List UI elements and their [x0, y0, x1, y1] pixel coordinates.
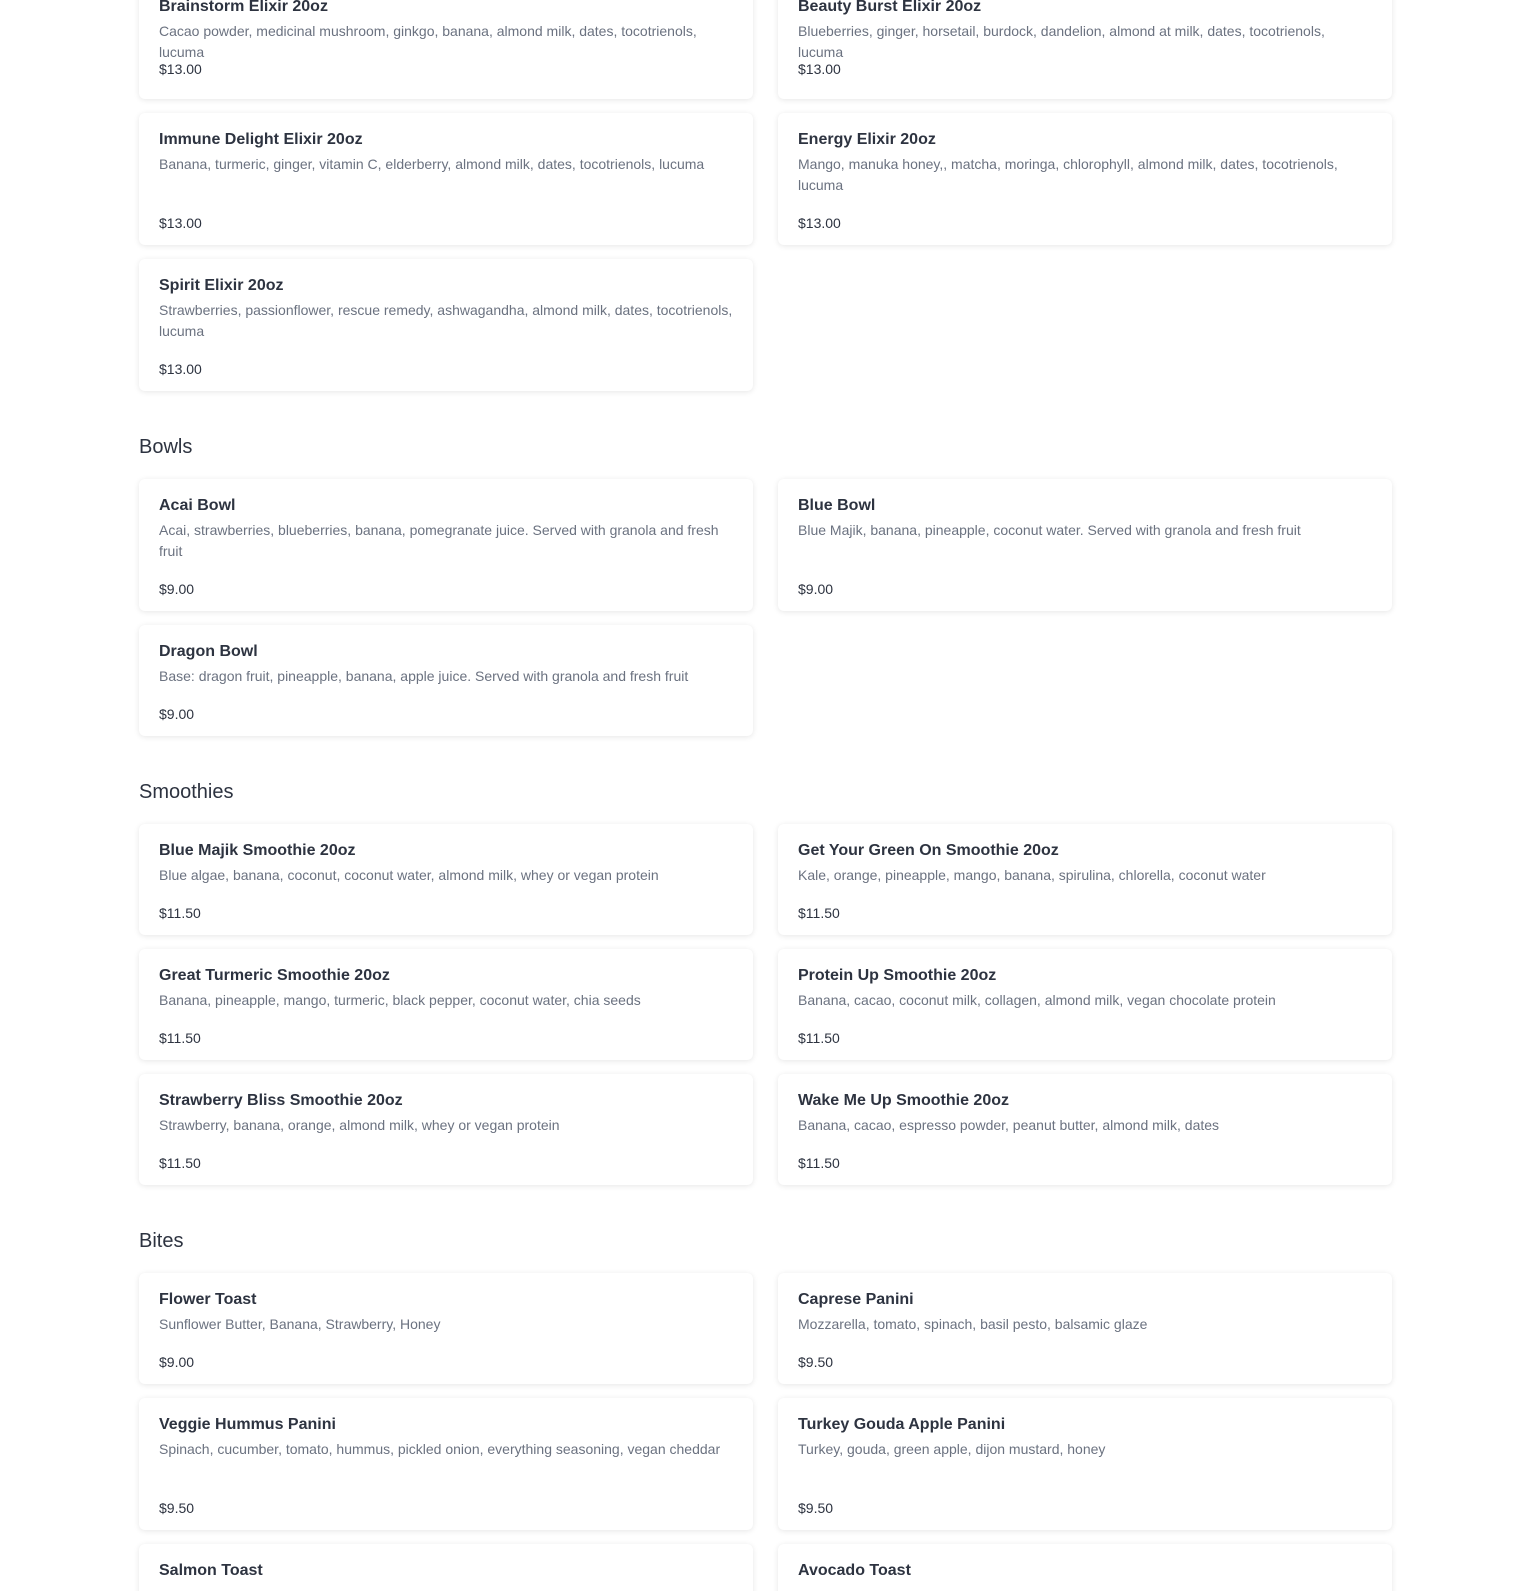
menu-item-name: Great Turmeric Smoothie 20oz	[159, 967, 390, 984]
menu-item-name: Strawberry Bliss Smoothie 20oz	[159, 1092, 403, 1109]
menu-item-name: Caprese Panini	[798, 1291, 914, 1308]
menu-item-name: Energy Elixir 20oz	[798, 131, 936, 148]
menu-item-description: Banana, cacao, espresso powder, peanut butter, almond milk, dates	[798, 1117, 1220, 1133]
menu-item-price: $13.00	[159, 361, 202, 377]
section-title-bowls: Bowls	[139, 436, 193, 458]
menu-item-name: Protein Up Smoothie 20oz	[798, 967, 997, 984]
menu-item-card-acai-bowl[interactable]	[139, 479, 753, 611]
menu-item-price: $9.50	[798, 1500, 834, 1516]
menu-item-card-energy-elixir-20oz[interactable]	[778, 113, 1392, 245]
menu-item-card-turkey-gouda-apple-panini[interactable]	[778, 1398, 1392, 1530]
menu-item-description: Blue Majik, banana, pineapple, coconut water. Served with granola and fresh fruit	[798, 522, 1301, 538]
menu-item-description: Kale, orange, pineapple, mango, banana, spirulina, chlorella, coconut water	[798, 867, 1266, 883]
menu-item-card-immune-delight-elixir-20oz[interactable]	[139, 113, 753, 245]
menu-item-price: $13.00	[798, 215, 841, 231]
menu-item-name: Get Your Green On Smoothie 20oz	[798, 842, 1059, 859]
menu-item-price: $9.50	[798, 1354, 834, 1370]
section-title-bites: Bites	[139, 1230, 184, 1252]
menu-item-description: Mango, manuka honey,, matcha, moringa, chlorophyll, almond milk, dates, tocotrienols, lucuma	[798, 156, 1338, 193]
menu-item-name: Veggie Hummus Panini	[159, 1416, 336, 1433]
menu-item-price: $11.50	[798, 1155, 840, 1171]
menu-item-card-strawberry-bliss-smoothie-20oz[interactable]	[139, 1074, 753, 1185]
menu-item-price: $13.00	[798, 61, 841, 77]
menu-item-card-salmon-toast[interactable]	[139, 1544, 753, 1591]
menu-item-name: Blue Bowl	[798, 497, 876, 514]
menu-item-price: $9.50	[159, 1500, 195, 1516]
menu-item-name: Wake Me Up Smoothie 20oz	[798, 1092, 1009, 1109]
menu-item-description: Blueberries, ginger, horsetail, burdock, dandelion, almond at milk, dates, tocotrienols, lucuma	[798, 23, 1325, 60]
menu-item-name: Flower Toast	[159, 1291, 257, 1308]
menu-item-description: Base: dragon fruit, pineapple, banana, apple juice. Served with granola and fresh fruit	[159, 668, 689, 684]
menu-item-description: Strawberries, passionflower, rescue remedy, ashwagandha, almond milk, dates, tocotrienols, lucuma	[159, 302, 733, 339]
menu-item-price: $11.50	[798, 1030, 840, 1046]
menu-item-card-blue-majik-smoothie-20oz[interactable]	[139, 824, 753, 935]
menu-item-price: $11.50	[159, 905, 201, 921]
menu-item-name: Salmon Toast	[159, 1562, 263, 1579]
menu-item-name: Blue Majik Smoothie 20oz	[159, 842, 356, 859]
menu-item-description: Mozzarella, tomato, spinach, basil pesto, balsamic glaze	[798, 1316, 1148, 1332]
menu-item-name: Dragon Bowl	[159, 643, 258, 660]
menu-item-name: Immune Delight Elixir 20oz	[159, 131, 363, 148]
menu-item-description: Banana, pineapple, mango, turmeric, black pepper, coconut water, chia seeds	[159, 992, 641, 1008]
menu-item-description: Banana, turmeric, ginger, vitamin C, elderberry, almond milk, dates, tocotrienols, lucuma	[159, 156, 705, 172]
menu-item-name: Beauty Burst Elixir 20oz	[798, 0, 982, 15]
menu-item-price: $11.50	[159, 1155, 201, 1171]
menu-item-price: $11.50	[798, 905, 840, 921]
menu-item-price: $11.50	[159, 1030, 201, 1046]
menu-item-description: Spinach, cucumber, tomato, hummus, pickled onion, everything seasoning, vegan cheddar	[159, 1441, 721, 1457]
menu-item-card-get-your-green-on-smoothie-20oz[interactable]	[778, 824, 1392, 935]
menu-item-card-beauty-burst-elixir-20oz[interactable]	[778, 0, 1392, 99]
menu-item-description: Blue algae, banana, coconut, coconut water, almond milk, whey or vegan protein	[159, 867, 659, 883]
menu-item-name: Spirit Elixir 20oz	[159, 277, 284, 294]
menu-item-card-great-turmeric-smoothie-20oz[interactable]	[139, 949, 753, 1060]
menu-item-card-caprese-panini[interactable]	[778, 1273, 1392, 1384]
menu-item-price: $9.00	[798, 581, 834, 597]
menu-item-card-dragon-bowl[interactable]	[139, 625, 753, 736]
menu-item-card-protein-up-smoothie-20oz[interactable]	[778, 949, 1392, 1060]
menu-item-description: Cacao powder, medicinal mushroom, ginkgo, banana, almond milk, dates, tocotrienols, lucuma	[159, 23, 697, 60]
menu-item-card-veggie-hummus-panini[interactable]	[139, 1398, 753, 1530]
menu-item-name: Avocado Toast	[798, 1562, 911, 1579]
menu-item-name: Acai Bowl	[159, 497, 236, 514]
menu-item-price: $13.00	[159, 215, 202, 231]
menu-item-description: Turkey, gouda, green apple, dijon mustard, honey	[798, 1441, 1106, 1457]
menu-item-card-wake-me-up-smoothie-20oz[interactable]	[778, 1074, 1392, 1185]
menu-item-price: $9.00	[159, 581, 195, 597]
menu-item-description: Sunflower Butter, Banana, Strawberry, Honey	[159, 1316, 441, 1332]
menu-item-price: $9.00	[159, 1354, 195, 1370]
menu-item-card-avocado-toast[interactable]	[778, 1544, 1392, 1591]
menu-item-card-spirit-elixir-20oz[interactable]	[139, 259, 753, 391]
menu-item-description: Strawberry, banana, orange, almond milk, whey or vegan protein	[159, 1117, 560, 1133]
section-title-smoothies: Smoothies	[139, 781, 234, 803]
menu-item-card-blue-bowl[interactable]	[778, 479, 1392, 611]
menu-item-name: Turkey Gouda Apple Panini	[798, 1416, 1006, 1433]
menu-item-card-brainstorm-elixir-20oz[interactable]	[139, 0, 753, 99]
menu-item-description: Acai, strawberries, blueberries, banana, pomegranate juice. Served with granola and fresh fruit	[159, 522, 719, 559]
menu-item-description: Banana, cacao, coconut milk, collagen, almond milk, vegan chocolate protein	[798, 992, 1276, 1008]
menu-item-card-flower-toast[interactable]	[139, 1273, 753, 1384]
menu-item-name: Brainstorm Elixir 20oz	[159, 0, 328, 15]
menu-item-price: $9.00	[159, 706, 195, 722]
menu-item-price: $13.00	[159, 61, 202, 77]
